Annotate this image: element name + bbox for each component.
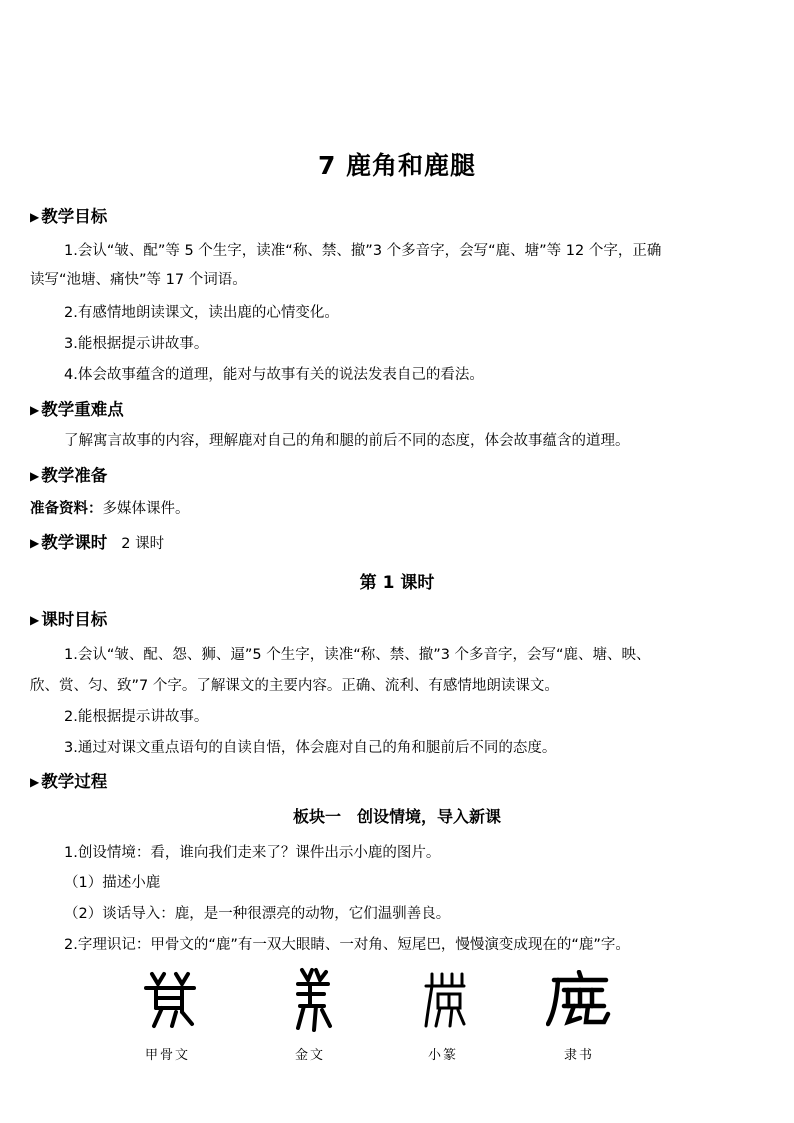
goal-line-4: 4.体会故事蕴含的道理，能对与故事有关的说法发表自己的看法。: [64, 367, 484, 383]
goal-line-2: 2.有感情地朗读课文，读出鹿的心情变化。: [64, 305, 339, 321]
goal-line-1-cont: 读写“池塘、痛快”等 17 个词语。: [30, 272, 247, 288]
block-one-title: 板块一 创设情境，导入新课: [292, 807, 501, 826]
page-title: 7 鹿角和鹿腿: [317, 151, 477, 180]
triangle-bullet-icon: ▶: [30, 403, 40, 417]
heading-teaching-goals: ▶ 教学目标: [30, 207, 108, 226]
class-hours-value: 2 课时: [121, 536, 165, 552]
heading-preparation: ▶ 教学准备: [30, 466, 108, 485]
lesson-goal-line-1-cont: 欣、赏、匀、致”7 个字。了解课文的主要内容。正确、流利、有感情地朗读课文。: [30, 678, 559, 694]
goal-line-1: 1.会认“皱、配”等 5 个生字，读准“称、禁、撤”3 个多音字，会写“鹿、塘”等 12 个字，正确: [64, 243, 662, 259]
heading-class-hours: ▶ 教学课时 2 课时: [30, 533, 165, 552]
preparation-label: 准备资料：: [30, 501, 103, 517]
lesson-1-title: 第 1 课时: [359, 573, 435, 593]
preparation-text: 多媒体课件。: [102, 501, 190, 517]
caption-oracle-bone: 甲骨文: [145, 1048, 191, 1063]
heading-lesson-goals: ▶ 课时目标: [30, 610, 108, 629]
lesson-goal-line-1: 1.会认“皱、配、怨、狮、逼”5 个生字，读准“称、禁、撤”3 个多音字，会写“鹿、塘、映、: [64, 647, 651, 663]
key-points-text: 了解寓言故事的内容，理解鹿对自己的角和腿的前后不同的态度，体会故事蕴含的道理。: [64, 433, 630, 449]
process-line-3: （2）谈话导入：鹿，是一种很漂亮的动物，它们温驯善良。: [64, 906, 451, 922]
caption-clerical: 隶书: [564, 1048, 595, 1063]
triangle-bullet-icon: ▶: [30, 210, 40, 224]
heading-teaching-process: ▶ 教学过程: [30, 772, 108, 791]
small-seal-deer-glyph-icon: [420, 970, 470, 1032]
triangle-bullet-icon: ▶: [30, 775, 40, 789]
bronze-script-deer-glyph-icon: [288, 966, 338, 1036]
goal-line-3: 3.能根据提示讲故事。: [64, 336, 209, 352]
lesson-goal-line-2: 2.能根据提示讲故事。: [64, 709, 209, 725]
preparation-line: [30, 497, 190, 518]
triangle-bullet-icon: ▶: [30, 536, 40, 550]
process-line-1: 1.创设情境：看，谁向我们走来了？课件出示小鹿的图片。: [64, 845, 441, 861]
caption-bronze: 金文: [295, 1048, 326, 1063]
triangle-bullet-icon: ▶: [30, 469, 40, 483]
process-line-2: （1）描述小鹿: [64, 875, 161, 891]
caption-small-seal: 小篆: [428, 1048, 459, 1063]
lesson-goal-line-3: 3.通过对课文重点语句的自读自悟，体会鹿对自己的角和腿前后不同的态度。: [64, 740, 557, 756]
clerical-script-deer-glyph-icon: [545, 970, 613, 1032]
heading-key-points: ▶ 教学重难点: [30, 400, 124, 419]
triangle-bullet-icon: ▶: [30, 613, 40, 627]
process-line-4: 2.字理识记：甲骨文的“鹿”有一双大眼睛、一对角、短尾巴，慢慢演变成现在的“鹿”字。: [64, 937, 630, 953]
oracle-bone-deer-glyph-icon: [140, 968, 200, 1034]
